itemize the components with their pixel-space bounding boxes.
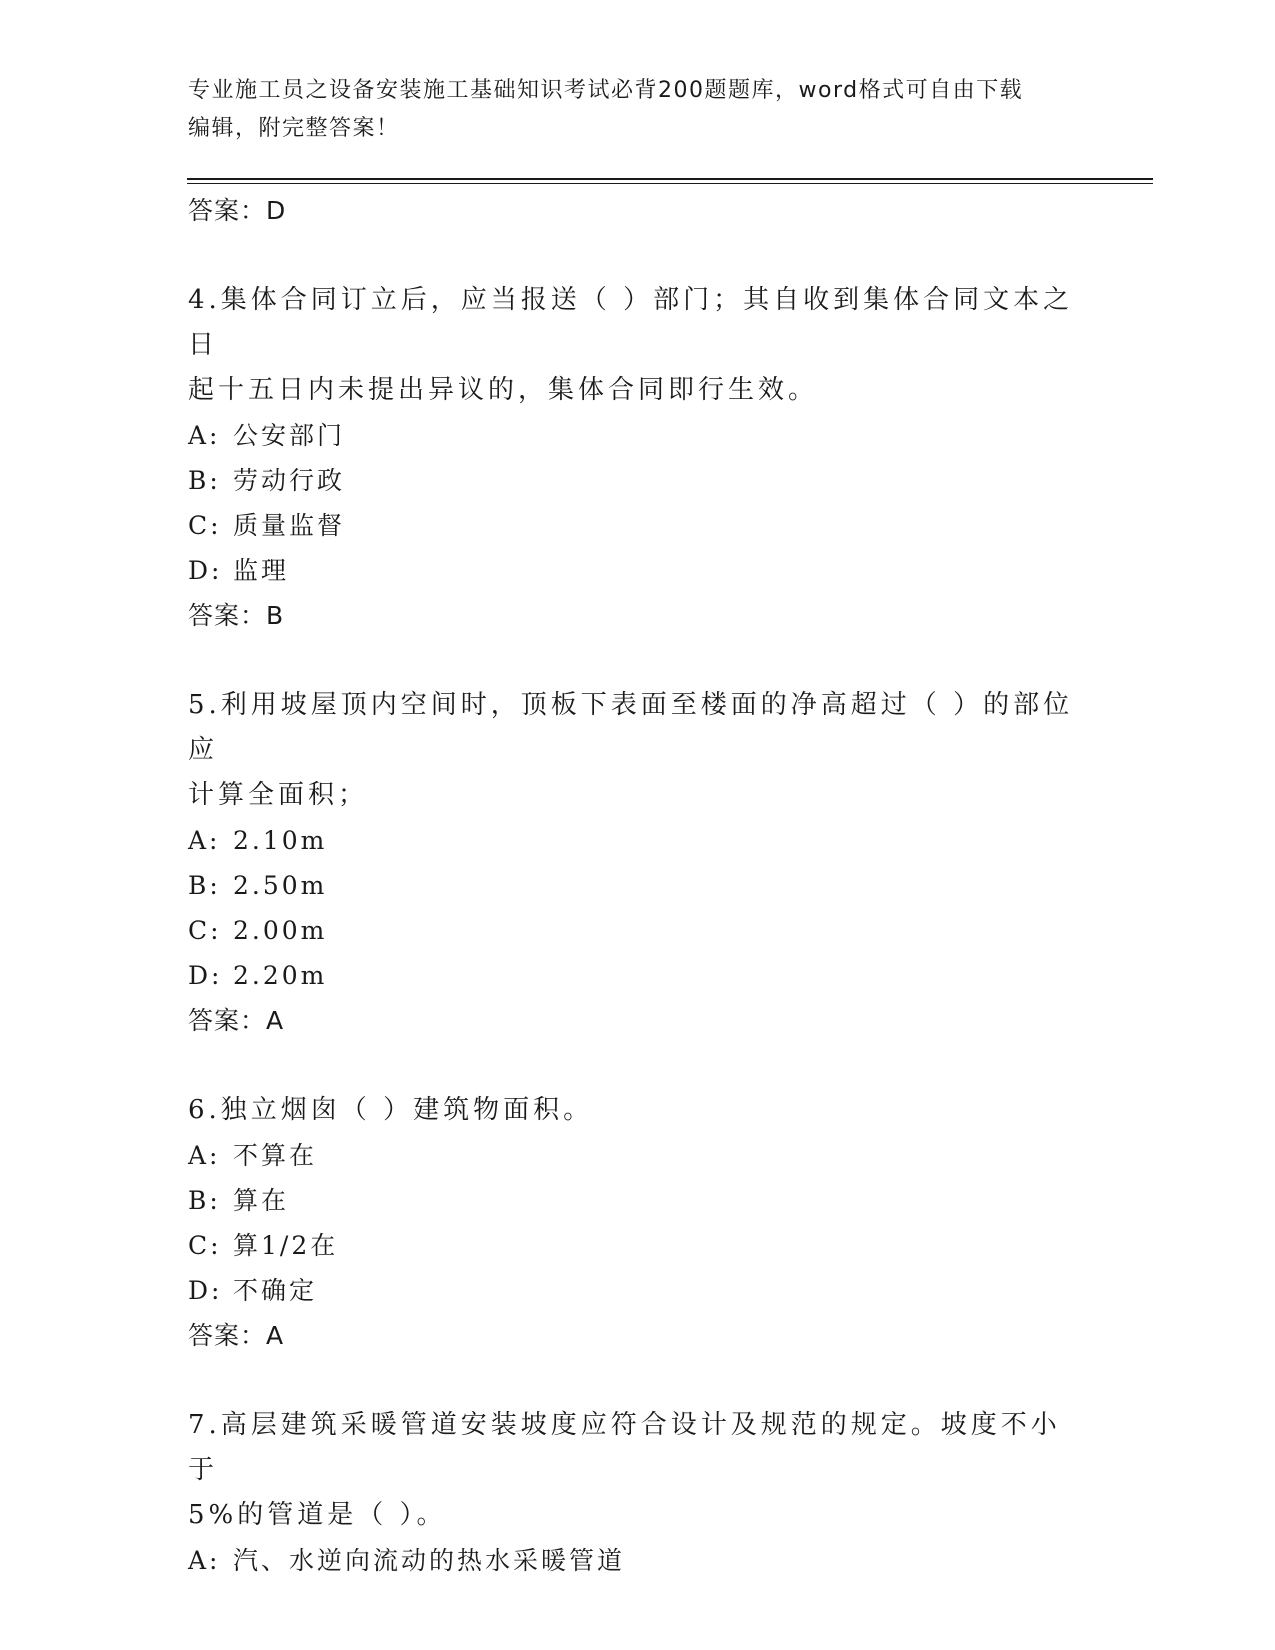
option-a [188,1538,1088,1583]
option-a [188,413,1088,458]
option-d [188,1268,1088,1313]
option-text: 2.20m [233,961,328,990]
option-text: 不确定 [233,1276,318,1305]
question-text-line: 5.利用坡屋顶内空间时，顶板下表面至楼面的净高超过（ ）的部位应 [188,690,1074,765]
option-c [188,908,1088,953]
option-text: 2.00m [233,916,328,945]
option-d [188,548,1088,593]
question-5 [188,683,1088,1044]
option-key: C: [188,1231,222,1260]
header-divider-bottom [187,183,1153,184]
question-text-line: 计算全面积； [188,780,369,810]
option-text: 汽、水逆向流动的热水采暖管道 [233,1546,626,1575]
answer-q6: 答案：A [188,1321,285,1350]
option-b [188,1178,1088,1223]
option-key: B: [188,1186,221,1215]
option-a [188,818,1088,863]
option-key: D: [188,556,223,585]
question-text-line: 6.独立烟囱（ ）建筑物面积。 [188,1095,594,1125]
option-text: 不算在 [233,1141,318,1170]
question-text-line: 7.高层建筑采暖管道安装坡度应符合设计及规范的规定。坡度不小于 [188,1410,1061,1485]
option-b [188,458,1088,503]
option-text: 公安部门 [233,421,346,450]
option-c [188,1223,1088,1268]
question-text-line: 4.集体合同订立后，应当报送（ ）部门；其自收到集体合同文本之日 [188,285,1074,360]
option-d [188,953,1088,998]
option-key: D: [188,1276,223,1305]
question-7 [188,1403,1088,1583]
option-c [188,503,1088,548]
option-key: B: [188,871,221,900]
answer-q3: 答案：D [188,196,287,225]
option-key: A: [188,1546,221,1575]
option-a [188,1133,1088,1178]
header-divider-top [187,178,1153,180]
option-text: 质量监督 [233,511,346,540]
option-text: 2.50m [233,871,328,900]
option-b [188,863,1088,908]
document-header [188,72,1088,148]
header-line-1: 专业施工员之设备安装施工基础知识考试必背200题题库，word格式可自由下载 [188,78,1024,103]
option-key: A: [188,826,221,855]
option-key: A: [188,1141,221,1170]
option-key: C: [188,511,222,540]
header-line-2: 编辑，附完整答案！ [188,116,400,141]
option-text: 算在 [233,1186,290,1215]
option-key: C: [188,916,222,945]
option-key: D: [188,961,223,990]
question-6 [188,1088,1088,1359]
question-list [188,188,1088,1583]
option-text: 劳动行政 [233,466,346,495]
question-text-line: 5%的管道是（ ）。 [188,1500,447,1530]
option-text: 算1/2在 [233,1231,339,1260]
answer-q5: 答案：A [188,1006,285,1035]
option-key: B: [188,466,221,495]
option-key: A: [188,421,221,450]
question-4 [188,278,1088,639]
option-text: 2.10m [233,826,328,855]
answer-q4: 答案：B [188,601,285,630]
question-text-line: 起十五日内未提出异议的，集体合同即行生效。 [188,375,819,405]
option-text: 监理 [233,556,290,585]
